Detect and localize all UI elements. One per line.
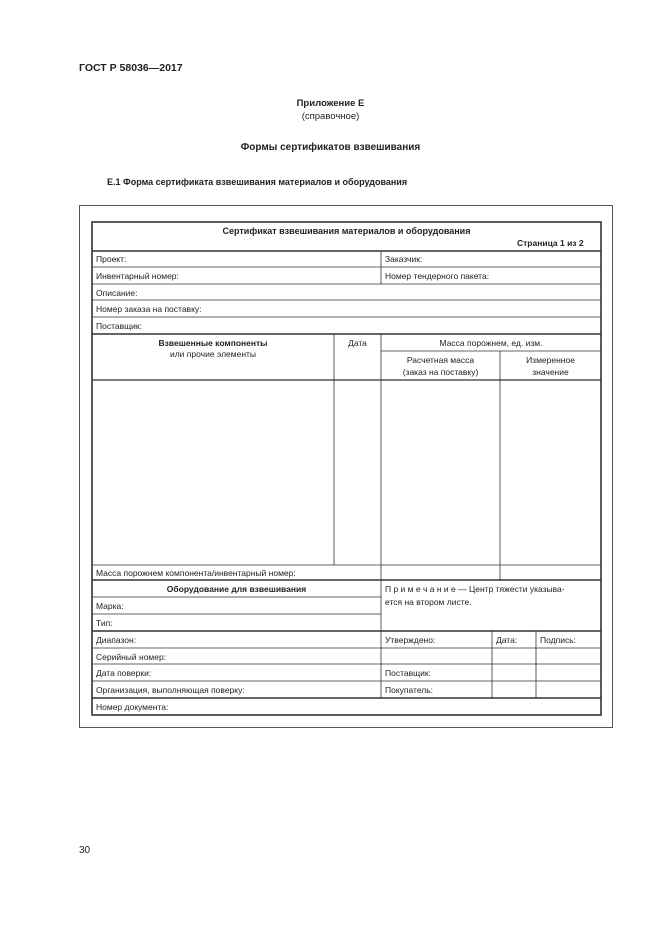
date-label: Дата: — [496, 635, 518, 645]
page-number: 30 — [79, 845, 91, 856]
col-calc-mass-header: Расчетная масса — [406, 355, 475, 365]
project-label: Проект: — [96, 254, 127, 264]
col-measured-header: Измеренное — [526, 355, 575, 365]
note-text-1: — Центр тяжести указыва- — [455, 584, 565, 594]
col-components-subheader: или прочие элементы — [169, 349, 257, 359]
note-line-1 — [385, 584, 565, 594]
type-label: Тип: — [96, 618, 113, 628]
page-info: Страница 1 из 2 — [517, 238, 584, 248]
supplier-label: Поставщик: — [96, 321, 142, 331]
description-label: Описание: — [96, 288, 138, 298]
col-calc-mass-subheader: (заказ на поставку) — [402, 367, 479, 377]
appendix-note: (справочное) — [301, 111, 360, 122]
signature-label: Подпись: — [540, 635, 577, 645]
note-label: П р и м е ч а н и е — [385, 584, 456, 594]
col-components-header: Взвешенные компоненты — [158, 338, 268, 348]
customer-label: Заказчик: — [385, 254, 423, 264]
serial-number-label: Серийный номер: — [96, 652, 167, 662]
range-label: Диапазон: — [96, 635, 137, 645]
check-date-label: Дата поверки: — [96, 668, 152, 678]
inventory-number-label: Инвентарный номер: — [96, 271, 179, 281]
approved-label: Утверждено: — [385, 635, 436, 645]
buyer-label: Покупатель: — [385, 685, 434, 695]
order-number-label: Номер заказа на поставку: — [96, 304, 202, 314]
col-date-header: Дата — [348, 338, 367, 348]
supplier2-label: Поставщик: — [385, 668, 431, 678]
form-title: Сертификат взвешивания материалов и оборудования — [222, 226, 471, 236]
subsection-title: Е.1 Форма сертификата взвешивания материалов и оборудования — [107, 177, 408, 187]
brand-label: Марка: — [96, 601, 124, 611]
organization-label: Организация, выполняющая поверку: — [96, 685, 245, 695]
tender-package-label: Номер тендерного пакета: — [385, 271, 490, 281]
document-number-label: Номер документа: — [96, 702, 169, 712]
section-title: Формы сертификатов взвешивания — [240, 142, 421, 153]
appendix-title: Приложение Е — [296, 98, 365, 109]
form-table-border — [92, 222, 601, 715]
empty-mass-label: Масса порожнем компонента/инвентарный номер: — [96, 568, 296, 578]
document-header: ГОСТ Р 58036—2017 — [79, 62, 183, 74]
col-measured-subheader: значение — [532, 367, 569, 377]
note-text-2: ется на втором листе. — [385, 597, 472, 607]
equipment-header: Оборудование для взвешивания — [166, 584, 307, 594]
col-mass-header: Масса порожнем, ед. изм. — [439, 338, 543, 348]
